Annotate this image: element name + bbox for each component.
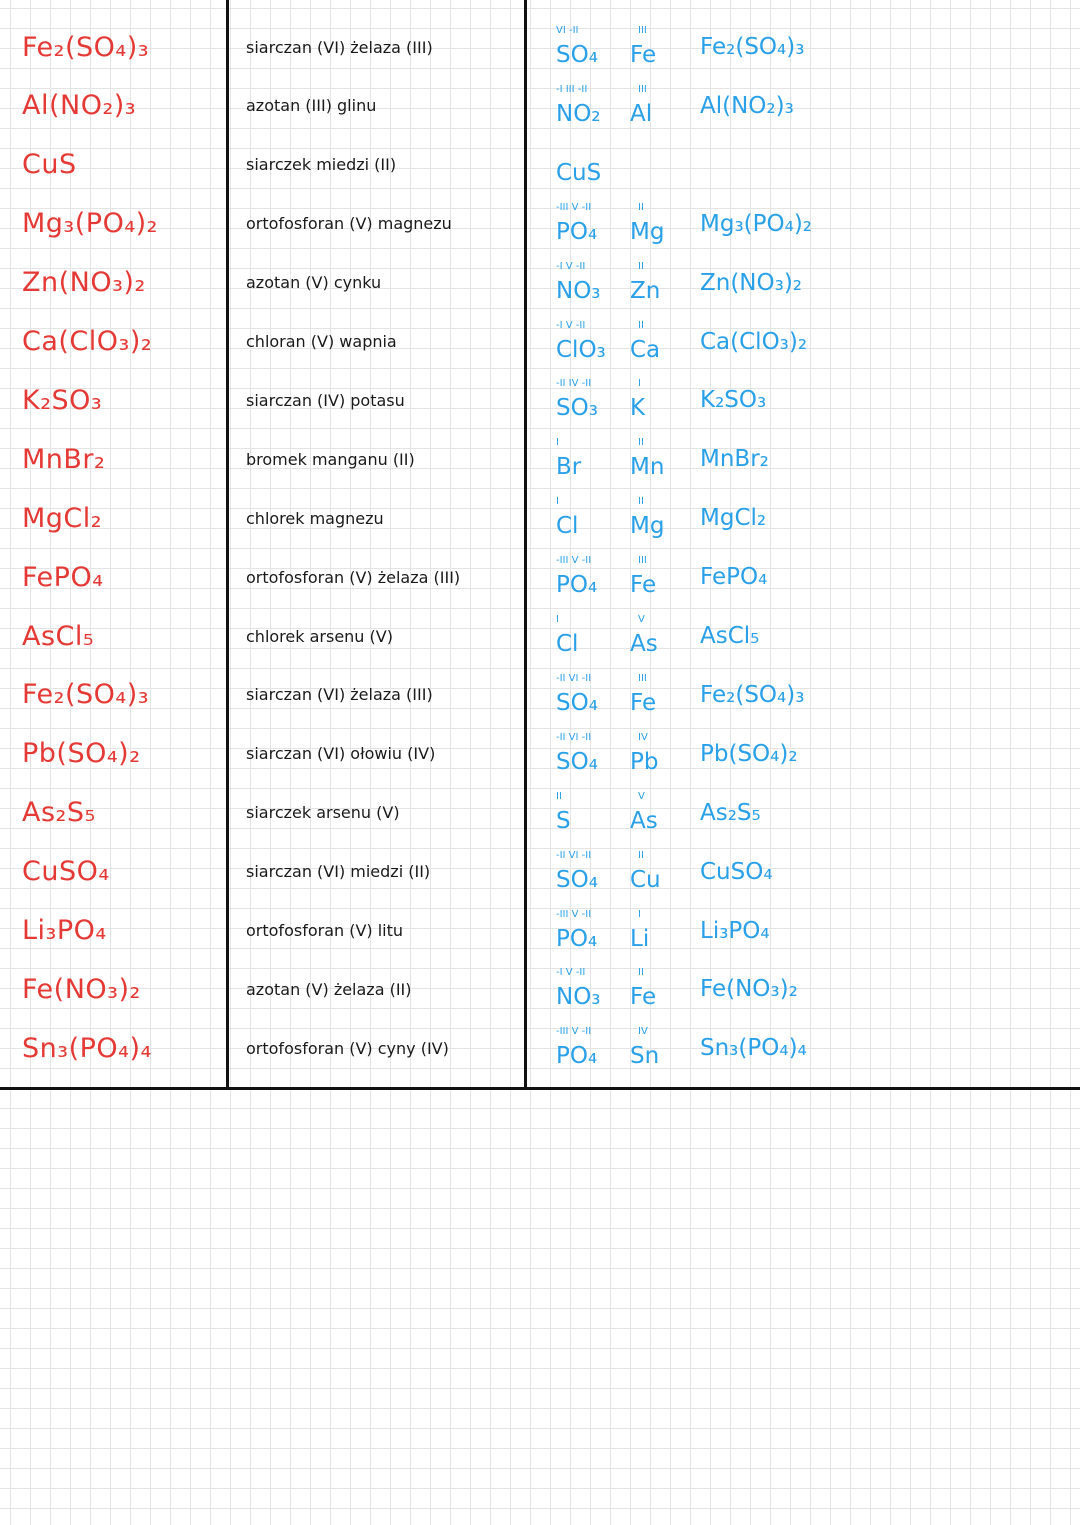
salt-name-cell (246, 313, 516, 371)
anion-text: SO₄ (556, 748, 598, 775)
formula-text: Fe₂(SO₄)₃ (22, 31, 150, 63)
salt-name-cell (246, 18, 516, 76)
metal-cell (630, 725, 690, 783)
table-row (0, 77, 1080, 135)
metal-valence: III (638, 555, 647, 567)
formula-cell (22, 430, 222, 488)
table-row (0, 784, 1080, 842)
table-row (0, 430, 1080, 488)
result-text: Mg₃(PO₄)₂ (700, 210, 813, 237)
result-text: Fe₂(SO₄)₃ (700, 681, 805, 708)
metal-cell (630, 18, 690, 76)
result-text: Fe(NO₃)₂ (700, 976, 798, 1003)
metal-cell (630, 784, 690, 842)
anion-valence: -III V -II (556, 908, 592, 920)
anion-valence: -I V -II (556, 319, 586, 331)
metal-valence: II (638, 849, 644, 861)
salt-name-cell (246, 430, 516, 488)
formula-cell (22, 254, 222, 312)
result-cell (700, 18, 1070, 76)
result-text: FePO₄ (700, 564, 768, 591)
formula-cell (22, 195, 222, 253)
metal-text: Mn (630, 454, 665, 481)
salt-name-text: azotan (III) glinu (246, 96, 377, 116)
salt-name-text: siarczan (VI) miedzi (II) (246, 862, 431, 882)
formula-text: Mg₃(PO₄)₂ (22, 208, 159, 240)
formula-cell (22, 666, 222, 724)
metal-text: As (630, 807, 658, 834)
anion-valence: -II VI -II (556, 731, 592, 743)
metal-valence: III (638, 25, 647, 36)
metal-text: Ca (630, 336, 661, 363)
anion-cell (556, 902, 626, 960)
metal-cell (630, 371, 690, 429)
formula-cell (22, 843, 222, 901)
formula-text: Pb(SO₄)₂ (22, 738, 141, 770)
metal-valence: IV (638, 1026, 648, 1038)
anion-cell (556, 1019, 626, 1077)
formula-cell (22, 489, 222, 547)
formula-cell (22, 313, 222, 371)
anion-cell (556, 489, 626, 547)
result-cell (700, 548, 1070, 606)
metal-cell (630, 313, 690, 371)
metal-text: Fe (630, 689, 657, 716)
result-cell (700, 430, 1070, 488)
metal-valence: I (638, 908, 641, 920)
salt-name-text: chlorek magnezu (246, 508, 384, 528)
salt-name-text: ortofosforan (V) magnezu (246, 214, 452, 234)
formula-text: MnBr₂ (22, 443, 106, 475)
anion-text: Cl (556, 631, 579, 657)
result-cell (700, 902, 1070, 960)
salt-name-text: ortofosforan (V) litu (246, 921, 404, 940)
anion-text: S (556, 807, 571, 834)
result-cell (700, 725, 1070, 783)
result-text: As₂S₅ (700, 799, 761, 826)
salt-name-text: siarczek miedzi (II) (246, 155, 397, 175)
salt-name-text: ortofosforan (V) cyny (IV) (246, 1038, 449, 1058)
salt-name-text: azotan (V) żelaza (II) (246, 979, 412, 999)
result-cell (700, 843, 1070, 901)
metal-cell (630, 254, 690, 312)
formula-text: As₂S₅ (22, 797, 96, 829)
anion-text: Cl (556, 513, 579, 540)
anion-text: Br (556, 454, 582, 481)
result-text: Li₃PO₄ (700, 917, 770, 944)
formula-cell (22, 960, 222, 1018)
result-cell (700, 136, 1070, 194)
metal-text: Mg (630, 513, 665, 540)
metal-text: Mg (630, 218, 665, 245)
table-row (0, 607, 1080, 665)
result-cell (700, 666, 1070, 724)
anion-text: SO₄ (556, 866, 598, 893)
table-row (0, 18, 1080, 76)
result-text: CuSO₄ (700, 858, 773, 885)
anion-valence: -III V -II (556, 1026, 592, 1038)
anion-cell (556, 843, 626, 901)
metal-valence: II (638, 260, 644, 272)
salt-name-cell (246, 136, 516, 194)
metal-text: Cu (630, 866, 661, 893)
formula-cell (22, 18, 222, 76)
result-cell (700, 784, 1070, 842)
result-text: Fe₂(SO₄)₃ (700, 34, 805, 60)
formula-text: Fe₂(SO₄)₃ (22, 679, 150, 711)
anion-cell (556, 313, 626, 371)
anion-text: ClO₃ (556, 336, 606, 363)
salt-name-text: siarczek arsenu (V) (246, 803, 400, 823)
metal-cell (630, 960, 690, 1018)
metal-text: Fe (630, 984, 657, 1011)
formula-cell (22, 784, 222, 842)
anion-valence: -I V -II (556, 260, 586, 272)
result-text: Pb(SO₄)₂ (700, 740, 798, 767)
anion-valence: -I III -II (556, 83, 588, 95)
salt-name-cell (246, 725, 516, 783)
metal-cell (630, 1019, 690, 1077)
metal-valence: III (638, 83, 647, 95)
formula-cell (22, 902, 222, 960)
formula-text: FePO₄ (22, 561, 104, 593)
salt-name-cell (246, 254, 516, 312)
metal-text: Fe (630, 572, 657, 599)
metal-valence: V (638, 614, 645, 625)
salt-name-cell (246, 960, 516, 1018)
salt-name-cell (246, 548, 516, 606)
metal-valence: II (638, 319, 644, 331)
metal-cell (630, 489, 690, 547)
anion-valence: -II VI -II (556, 849, 592, 861)
metal-valence: V (638, 790, 645, 802)
anion-text: NO₃ (556, 277, 601, 304)
result-cell (700, 489, 1070, 547)
bottom-rule (0, 1087, 1080, 1090)
anion-valence: I (556, 437, 559, 449)
salt-name-cell (246, 77, 516, 135)
metal-cell (630, 195, 690, 253)
formula-text: Li₃PO₄ (22, 915, 107, 946)
anion-cell (556, 77, 626, 135)
salt-name-text: chlorek arsenu (V) (246, 626, 393, 646)
anion-text: NO₂ (556, 100, 601, 127)
formula-text: CuS (22, 149, 77, 181)
formula-text: MgCl₂ (22, 502, 103, 534)
result-text: Zn(NO₃)₂ (700, 269, 803, 296)
salt-name-cell (246, 666, 516, 724)
anion-cell (556, 666, 626, 724)
salt-name-text: siarczan (VI) ołowiu (IV) (246, 744, 436, 764)
anion-cell (556, 784, 626, 842)
anion-cell (556, 18, 626, 76)
salt-name-cell (246, 784, 516, 842)
result-text: K₂SO₃ (700, 387, 767, 414)
formula-cell (22, 548, 222, 606)
result-text: Sn₃(PO₄)₄ (700, 1035, 807, 1062)
table-row (0, 195, 1080, 253)
metal-valence: II (638, 496, 644, 508)
anion-cell (556, 371, 626, 429)
metal-text: Pb (630, 748, 659, 775)
metal-text: Li (630, 925, 650, 952)
anion-text: PO₄ (556, 1043, 598, 1070)
salt-name-cell (246, 489, 516, 547)
result-cell (700, 254, 1070, 312)
salt-name-cell (246, 371, 516, 429)
anion-cell (556, 195, 626, 253)
anion-valence: I (556, 496, 559, 508)
result-text: Al(NO₂)₃ (700, 92, 794, 119)
result-text: Ca(ClO₃)₂ (700, 328, 808, 355)
anion-valence: VI -II (556, 25, 579, 36)
metal-text: K (630, 395, 646, 422)
formula-text: Fe(NO₃)₂ (22, 973, 141, 1005)
salt-name-text: azotan (V) cynku (246, 273, 382, 293)
anion-valence: -I V -II (556, 967, 586, 979)
table-row (0, 960, 1080, 1018)
metal-valence: III (638, 672, 647, 684)
metal-text: Fe (630, 42, 657, 68)
anion-text: SO₄ (556, 689, 598, 716)
salt-name-text: siarczan (VI) żelaza (III) (246, 685, 433, 705)
salt-name-text: ortofosforan (V) żelaza (III) (246, 567, 461, 587)
salt-name-cell (246, 607, 516, 665)
formula-cell (22, 371, 222, 429)
metal-cell (630, 430, 690, 488)
formula-text: Sn₃(PO₄)₄ (22, 1032, 152, 1064)
anion-valence: -III V -II (556, 201, 592, 213)
metal-cell (630, 607, 690, 665)
formula-text: Zn(NO₃)₂ (22, 267, 146, 299)
salt-name-cell (246, 195, 516, 253)
salt-name-cell (246, 1019, 516, 1077)
metal-text: Zn (630, 277, 661, 304)
anion-cell (556, 607, 626, 665)
anion-text: SO₄ (556, 42, 598, 68)
anion-cell (556, 136, 626, 194)
table-row (0, 1019, 1080, 1077)
result-cell (700, 313, 1070, 371)
metal-valence: II (638, 437, 644, 449)
anion-text: SO₃ (556, 395, 598, 422)
result-text: MnBr₂ (700, 446, 769, 473)
result-cell (700, 960, 1070, 1018)
anion-text: PO₄ (556, 572, 598, 599)
formula-text: AsCl₅ (22, 620, 95, 652)
anion-cell (556, 548, 626, 606)
formula-cell (22, 77, 222, 135)
anion-cell (556, 254, 626, 312)
result-text: AsCl₅ (700, 623, 760, 649)
formula-cell (22, 725, 222, 783)
formula-text: Al(NO₂)₃ (22, 90, 137, 122)
metal-valence: IV (638, 731, 648, 743)
table-row (0, 725, 1080, 783)
anion-text: NO₃ (556, 984, 601, 1011)
anion-cell (556, 430, 626, 488)
salt-name-text: siarczan (IV) potasu (246, 390, 405, 410)
anion-valence: -III V -II (556, 555, 592, 567)
anion-valence: II (556, 790, 562, 802)
table-row (0, 843, 1080, 901)
metal-valence: I (638, 378, 641, 390)
table-row (0, 902, 1080, 960)
table-row (0, 136, 1080, 194)
anion-valence: I (556, 614, 559, 625)
metal-cell (630, 548, 690, 606)
table-row (0, 254, 1080, 312)
metal-cell (630, 843, 690, 901)
formula-cell (22, 1019, 222, 1077)
anion-text: CuS (556, 159, 602, 186)
metal-cell (630, 666, 690, 724)
metal-text: Sn (630, 1043, 660, 1070)
table-row (0, 313, 1080, 371)
anion-text: PO₄ (556, 218, 598, 245)
formula-cell (22, 136, 222, 194)
salt-name-cell (246, 843, 516, 901)
metal-text: As (630, 631, 658, 657)
metal-text: Al (630, 100, 653, 127)
formula-text: CuSO₄ (22, 856, 110, 888)
anion-cell (556, 725, 626, 783)
result-text: MgCl₂ (700, 505, 767, 532)
salt-name-text: chloran (V) wapnia (246, 332, 397, 351)
metal-valence: II (638, 967, 644, 979)
table-row (0, 489, 1080, 547)
formula-text: K₂SO₃ (22, 384, 103, 416)
metal-cell (630, 136, 690, 194)
table-row (0, 666, 1080, 724)
anion-cell (556, 960, 626, 1018)
table-row (0, 548, 1080, 606)
result-cell (700, 77, 1070, 135)
result-cell (700, 195, 1070, 253)
anion-text: PO₄ (556, 925, 598, 952)
formula-text: Ca(ClO₃)₂ (22, 326, 153, 357)
metal-valence: II (638, 201, 644, 213)
result-cell (700, 607, 1070, 665)
anion-valence: -II IV -II (556, 378, 592, 390)
result-cell (700, 371, 1070, 429)
salt-name-cell (246, 902, 516, 960)
anion-valence: -II VI -II (556, 672, 592, 684)
metal-cell (630, 902, 690, 960)
result-cell (700, 1019, 1070, 1077)
table-row (0, 371, 1080, 429)
formula-cell (22, 607, 222, 665)
salt-name-text: siarczan (VI) żelaza (III) (246, 37, 433, 57)
salt-name-text: bromek manganu (II) (246, 449, 415, 469)
metal-cell (630, 77, 690, 135)
